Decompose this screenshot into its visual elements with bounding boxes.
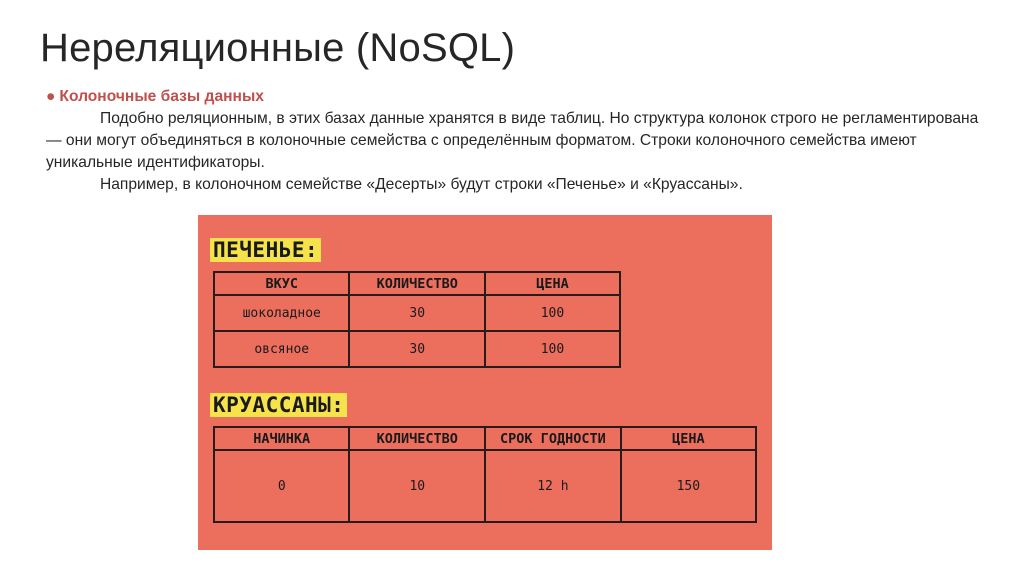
table1-header-row xyxy=(214,272,620,295)
table1-col-quantity: КОЛИЧЕСТВО xyxy=(349,272,484,295)
table1-heading: ПЕЧЕНЬЕ: xyxy=(210,238,321,262)
table2-col-price: ЦЕНА xyxy=(621,427,756,450)
table-cookies xyxy=(213,271,621,368)
table-cell: 150 xyxy=(621,450,756,522)
table-row xyxy=(214,331,620,367)
table-cell: 12 h xyxy=(485,450,621,522)
table1-col-price: ЦЕНА xyxy=(485,272,620,295)
table-cell: 30 xyxy=(349,331,484,367)
table-cell: 30 xyxy=(349,295,484,331)
table-cell: овсяное xyxy=(214,331,349,367)
table-row xyxy=(214,450,756,522)
slide-title: Нереляционные (NoSQL) xyxy=(40,26,516,70)
bullet-text: Колоночные базы данных xyxy=(59,88,264,105)
table-cell: 100 xyxy=(485,331,620,367)
column-family-figure xyxy=(198,215,772,550)
table-croissants xyxy=(213,426,757,523)
table-cell: 0 xyxy=(214,450,349,522)
bullet-heading xyxy=(46,86,986,108)
table-cell: шоколадное xyxy=(214,295,349,331)
table2-col-shelf-life: СРОК ГОДНОСТИ xyxy=(485,427,621,450)
table2-header-row xyxy=(214,427,756,450)
table2-col-quantity: КОЛИЧЕСТВО xyxy=(349,427,485,450)
paragraph-1: Подобно реляционным, в этих базах данные хранятся в виде таблиц. Но структура колонок строго не регламентирована — они могут объединяться в колоночные семейства с определённым форматом. Строки колоночного семейства имеют уникальные идентификаторы. xyxy=(46,110,979,171)
paragraph-2: Например, в колоночном семействе «Десерты» будут строки «Печенье» и «Круассаны». xyxy=(100,176,743,193)
slide-body xyxy=(46,86,986,196)
table1-col-flavor: ВКУС xyxy=(214,272,349,295)
table-cell: 100 xyxy=(485,295,620,331)
table-row xyxy=(214,295,620,331)
table2-heading: КРУАССАНЫ: xyxy=(210,393,347,417)
table-cell: 10 xyxy=(349,450,485,522)
bullet-icon: ● xyxy=(46,88,56,105)
table2-col-filling: НАЧИНКА xyxy=(214,427,349,450)
